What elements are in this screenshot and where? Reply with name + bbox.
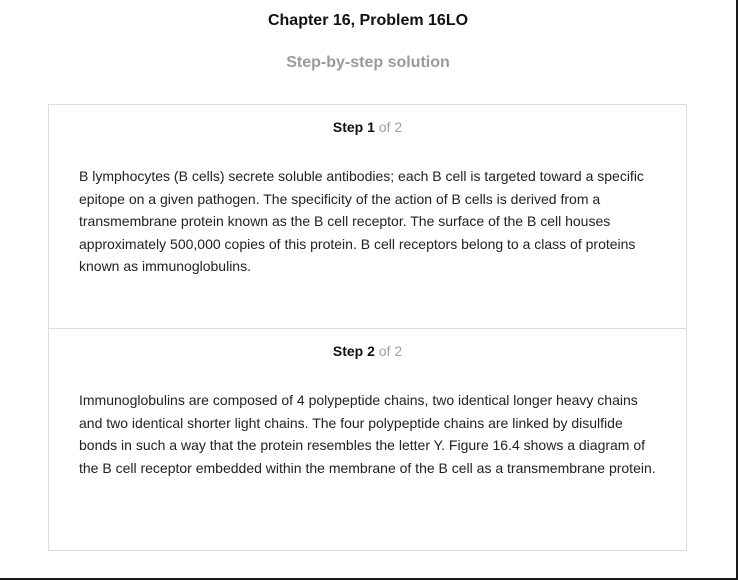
step-number-label: Step 1 — [332, 119, 375, 135]
step-total-label: of 2 — [378, 343, 403, 359]
step-text: B lymphocytes (B cells) secrete soluble antibodies; each B cell is targeted toward a specific epitope on a given pathogen. The specificity of the action of B cells is derived from a transmembrane protein known as the B cell receptor. The surface of the B cell houses approximately 500,000 copies of this protein. B cell receptors belong to a class of proteins known as immunoglobulins. — [79, 168, 644, 275]
step-header — [49, 343, 686, 359]
page-subtitle: Step-by-step solution — [286, 54, 450, 71]
solution-container — [48, 104, 687, 551]
step-card — [49, 329, 686, 550]
step-header — [49, 119, 686, 135]
step-card — [49, 105, 686, 329]
step-total-label: of 2 — [378, 119, 403, 135]
page-title: Chapter 16, Problem 16LO — [267, 12, 469, 29]
step-number-label: Step 2 — [332, 343, 375, 359]
step-text: Immunoglobulins are composed of 4 polypeptide chains, two identical longer heavy chains and two identical shorter light chains. The four polypeptide chains are linked by disulfide bonds in such a way that the protein resembles the letter Y. Figure 16.4 shows a diagram of the B cell receptor embedded within the membrane of the B cell as a transmembrane protein. — [79, 392, 656, 476]
